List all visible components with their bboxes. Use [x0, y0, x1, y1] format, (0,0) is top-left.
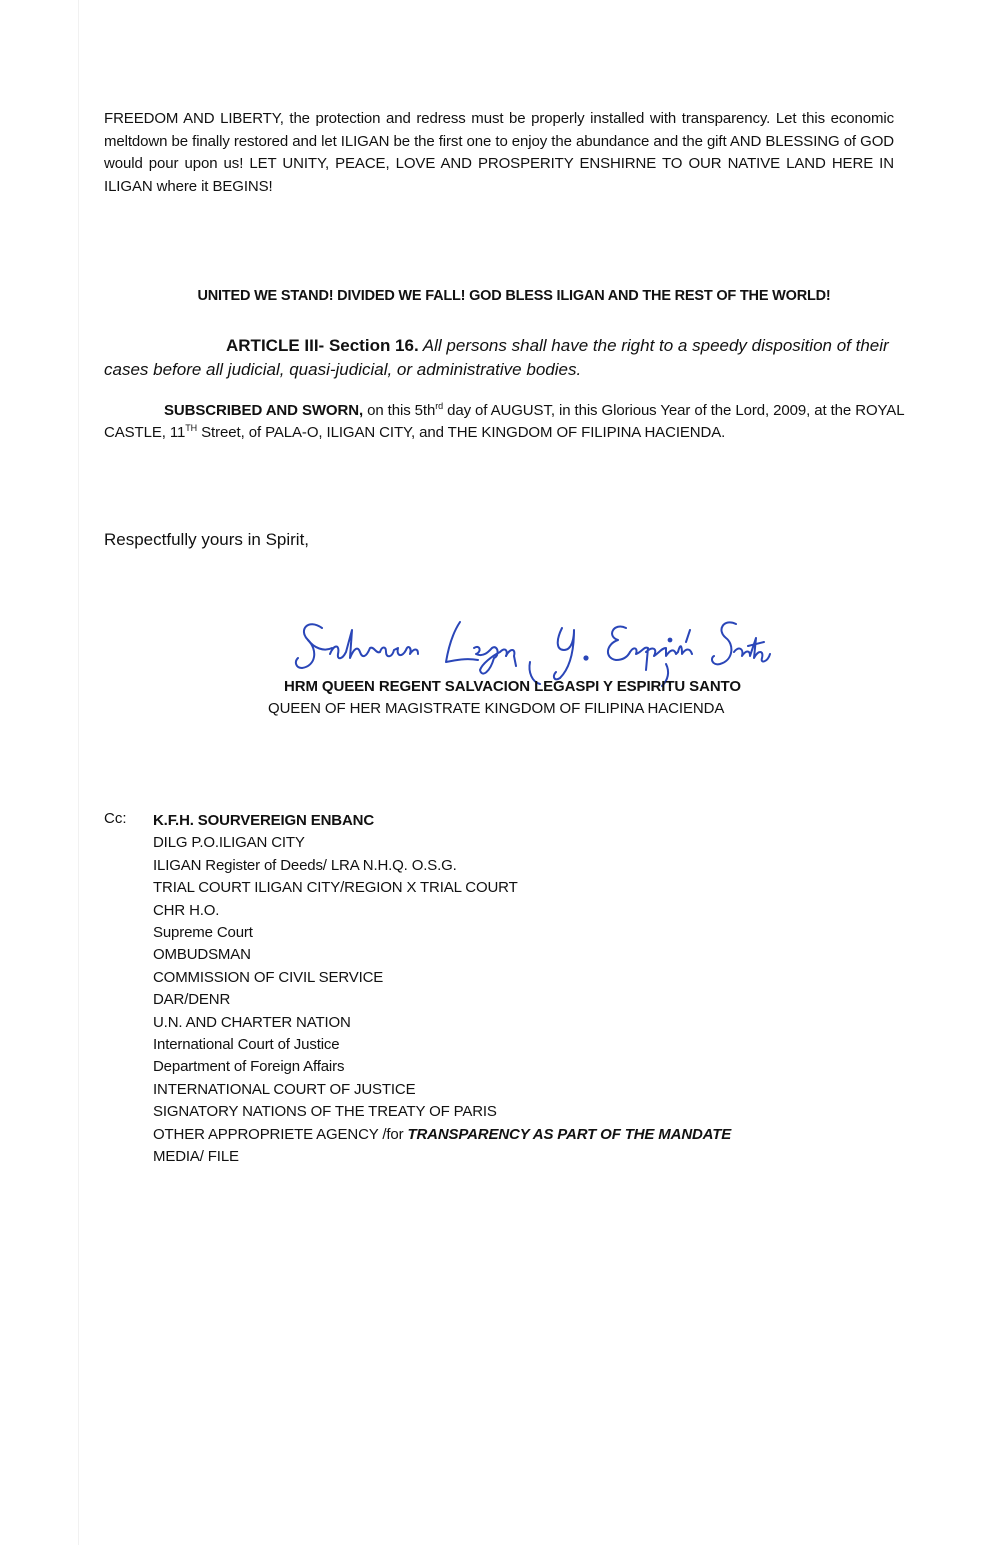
article-heading: ARTICLE III- Section 16. — [226, 336, 419, 355]
intro-paragraph: FREEDOM AND LIBERTY, the protection and redress must be properly installed with transparency. Let this economic meltdown be finally restored and let ILIGAN be the first one to enjoy the abundance and the gift AND BLESSING of GOD would pour upon us! LET UNITY, PEACE, LOVE AND PROSPERITY ENSHIRNE TO OUR NATIVE LAND HERE IN ILIGAN where it BEGINS! — [104, 110, 894, 195]
cc-item: CHR H.O. — [153, 901, 220, 919]
cc-other-emphasis: TRANSPARENCY AS PART OF THE MANDATE — [407, 1125, 732, 1143]
cc-item-primary: K.F.H. SOURVEREIGN ENBANC — [153, 812, 375, 829]
cc-item: DAR/DENR — [153, 991, 231, 1009]
cc-label: Cc: — [104, 810, 127, 827]
cc-item: OMBUDSMAN — [153, 946, 251, 964]
cc-item-other — [153, 1124, 731, 1146]
cc-item: Department of Foreign Affairs — [153, 1058, 345, 1076]
cc-item-last: MEDIA/ FILE — [153, 1148, 239, 1166]
article-body: All persons shall have the right to a speedy disposition of their cases before all judicial, quasi-judicial, or administrative bodies. — [104, 336, 889, 379]
sworn-text-1: on this 5th — [363, 402, 436, 419]
cc-item: International Court of Justice — [153, 1036, 340, 1054]
sworn-sup-1: rd — [435, 401, 444, 411]
slogan: UNITED WE STAND! DIVIDED WE FALL! GOD BLESS ILIGAN AND THE REST OF THE WORLD! — [197, 288, 831, 304]
sworn-text-2: day of AUGUST, in this Glorious Year of the Lord, 2009, at the ROYAL CASTLE, 11 — [104, 402, 904, 441]
cc-item: COMMISSION OF CIVIL SERVICE — [153, 968, 384, 986]
cc-list — [153, 810, 731, 1169]
closing-line: Respectfully yours in Spirit, — [104, 530, 310, 549]
cc-item: TRIAL COURT ILIGAN CITY/REGION X TRIAL COURT — [153, 879, 518, 897]
article-quote — [104, 334, 896, 382]
cc-item: Supreme Court — [153, 924, 253, 942]
scan-edge-line — [78, 0, 79, 1545]
cc-item: INTERNATIONAL COURT OF JUSTICE — [153, 1080, 416, 1098]
sworn-text-3: Street, of PALA-O, ILIGAN CITY, and THE KINGDOM OF FILIPINA HACIENDA. — [197, 424, 726, 441]
sworn-sup-2: TH — [185, 423, 198, 433]
cc-other-prefix: OTHER APPROPRIETE AGENCY /for — [153, 1125, 408, 1143]
cc-item: SIGNATORY NATIONS OF THE TREATY OF PARIS — [153, 1103, 497, 1121]
handwritten-signature — [294, 608, 774, 688]
cc-item: DILG P.O.ILIGAN CITY — [153, 834, 305, 852]
cc-item: ILIGAN Register of Deeds/ LRA N.H.Q. O.S.G. — [153, 856, 457, 874]
signer-name: HRM QUEEN REGENT SALVACION LEGASPI Y ESPIRITU SANTO — [284, 678, 741, 695]
sworn-lead: SUBSCRIBED AND SWORN, — [164, 402, 364, 419]
cc-item: U.N. AND CHARTER NATION — [153, 1013, 351, 1031]
sworn-statement — [104, 400, 904, 444]
signer-title: QUEEN OF HER MAGISTRATE KINGDOM OF FILIPINA HACIENDA — [268, 700, 725, 717]
